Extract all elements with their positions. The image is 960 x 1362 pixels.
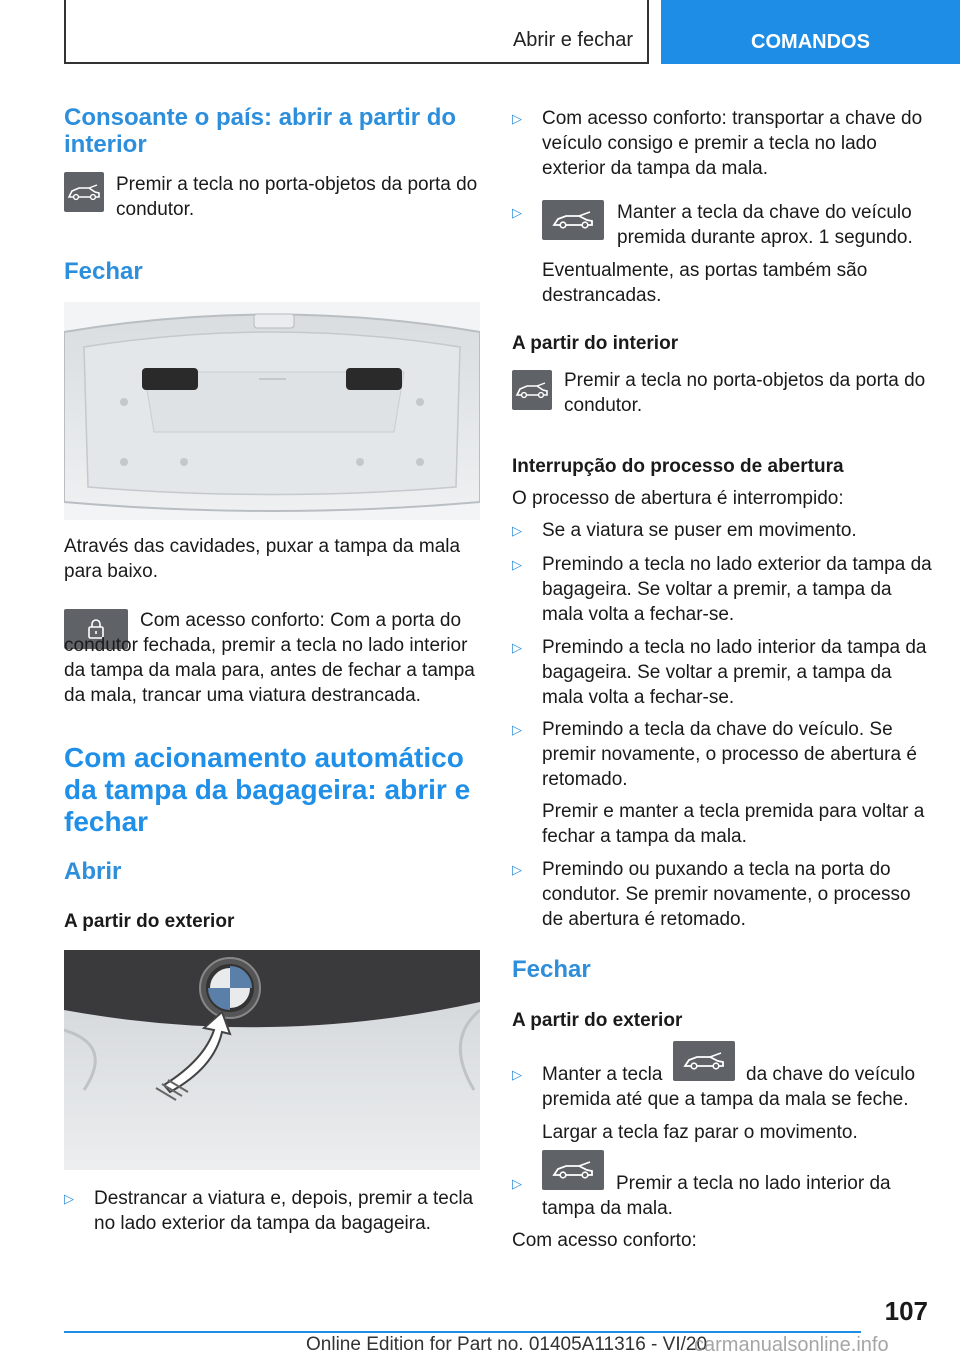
interrupt-item-text: Se a viatura se puser em movimento. [542,520,857,541]
trunk-lid-interior-photo [64,302,480,520]
footer-edition: Online Edition for Part no. 01405A11316 - VI/20 [306,1334,708,1355]
interrupt-intro-text: O processo de abertura é interrompido: [512,488,844,509]
country-open-text: Premir a tecla no porta-objetos da porta do condutor. [116,174,478,220]
bullet-unlock-text: Destrancar a viatura e, depois, premir a tecla no lado exterior da tampa da bagageira. [94,1188,474,1234]
bullet-marker: ▷ [64,1191,74,1206]
interrupt-item-text: Premindo ou puxando a tecla na porta do condutor. Se premir novamente, o processo de abertura é retomado. [542,859,911,930]
header-chapter-tab: COMANDOS [661,0,960,64]
interrupt-note-text: Premir e manter a tecla premida para voltar a fechar a tampa da mala. [542,801,925,847]
bullet-marker: ▷ [512,640,522,655]
interrupt-item [512,857,930,935]
heading-country-open-inside: Consoante o país: abrir a partir do interior [64,104,457,158]
interrupt-item-text: Premindo a tecla no lado interior da tampa da bagageira. Se voltar a premir, a tampa da mala volta a fechar-se. [542,637,927,708]
bullet-hold-text: Manter a tecla da chave do veículo premida durante aprox. 1 segundo. [617,202,913,248]
close-bullet1-part-a: Manter a tecla [542,1064,663,1085]
inside-open-text: Premir a tecla no porta-objetos da porta do condutor. [564,370,926,416]
comfort-access-close-text: Com acesso conforto: Com a porta do condutor fechada, premir a tecla no lado interior da tampa da mala para, antes de fechar a tampa da mala, trancar uma viatura destrancada. [64,610,475,706]
close-bullet2-text: Premir a tecla no lado interior da tampa da mala. [542,1173,891,1219]
interrupt-item-text: Premindo a tecla da chave do veículo. Se premir novamente, o processo de abertura é retomado. [542,719,917,790]
header-section-box [64,0,649,64]
heading-open: Abrir [64,858,122,885]
heading-from-inside: A partir do interior [512,333,679,354]
interrupt-item [512,552,930,630]
bullet-marker: ▷ [512,862,522,877]
heading-automatic-trunk: Com acionamento automático da tampa da bagageira: abrir e fechar [64,742,471,837]
heading-interrupt: Interrupção do processo de abertura [512,456,844,477]
bullet-comfort-access-open [512,106,930,184]
heading-close-right: Fechar [512,956,591,983]
heading-from-outside-right: A partir do exterior [512,1010,683,1031]
bullet-marker: ▷ [512,1067,522,1082]
interrupt-item [512,635,930,713]
header-section-title: Abrir e fechar [512,29,633,51]
bullet-marker: ▷ [512,205,522,220]
bullet-marker: ▷ [512,1176,522,1191]
bullet-marker: ▷ [512,111,522,126]
close-note-text: Largar a tecla faz parar o movimento. [542,1122,858,1143]
bullet-marker: ▷ [512,523,522,538]
heading-from-outside-left: A partir do exterior [64,911,235,932]
page-number: 107 [884,1296,928,1326]
interrupt-item [512,518,930,546]
car-trunk-icon [64,172,104,212]
bullet-unlock-press [64,1186,480,1240]
close-bullet1-part-b: da chave do veículo premida até que a tampa da mala se feche. [542,1064,916,1110]
car-trunk-icon [542,200,604,240]
comfort-access-label: Com acesso conforto: [512,1230,697,1251]
close-instruction-text: Através das cavidades, puxar a tampa da mala para baixo. [64,536,461,582]
interrupt-item [512,717,930,795]
watermark: carmanualsonline.info [694,1334,889,1356]
bullet-marker: ▷ [512,557,522,572]
heading-close: Fechar [64,258,143,285]
interrupt-item-text: Premindo a tecla no lado exterior da tampa da bagageira. Se voltar a premir, a tampa da mala volta a fechar-se. [542,554,932,625]
bullet-comfort-open-text: Com acesso conforto: transportar a chave do veículo consigo e premir a tecla no lado exterior da tampa da mala. [542,108,923,179]
car-trunk-icon [512,370,552,410]
footer-divider [64,1331,861,1333]
hold-note-text: Eventualmente, as portas também são destrancadas. [542,260,868,306]
bullet-marker: ▷ [512,722,522,737]
trunk-exterior-button-photo [64,950,480,1170]
